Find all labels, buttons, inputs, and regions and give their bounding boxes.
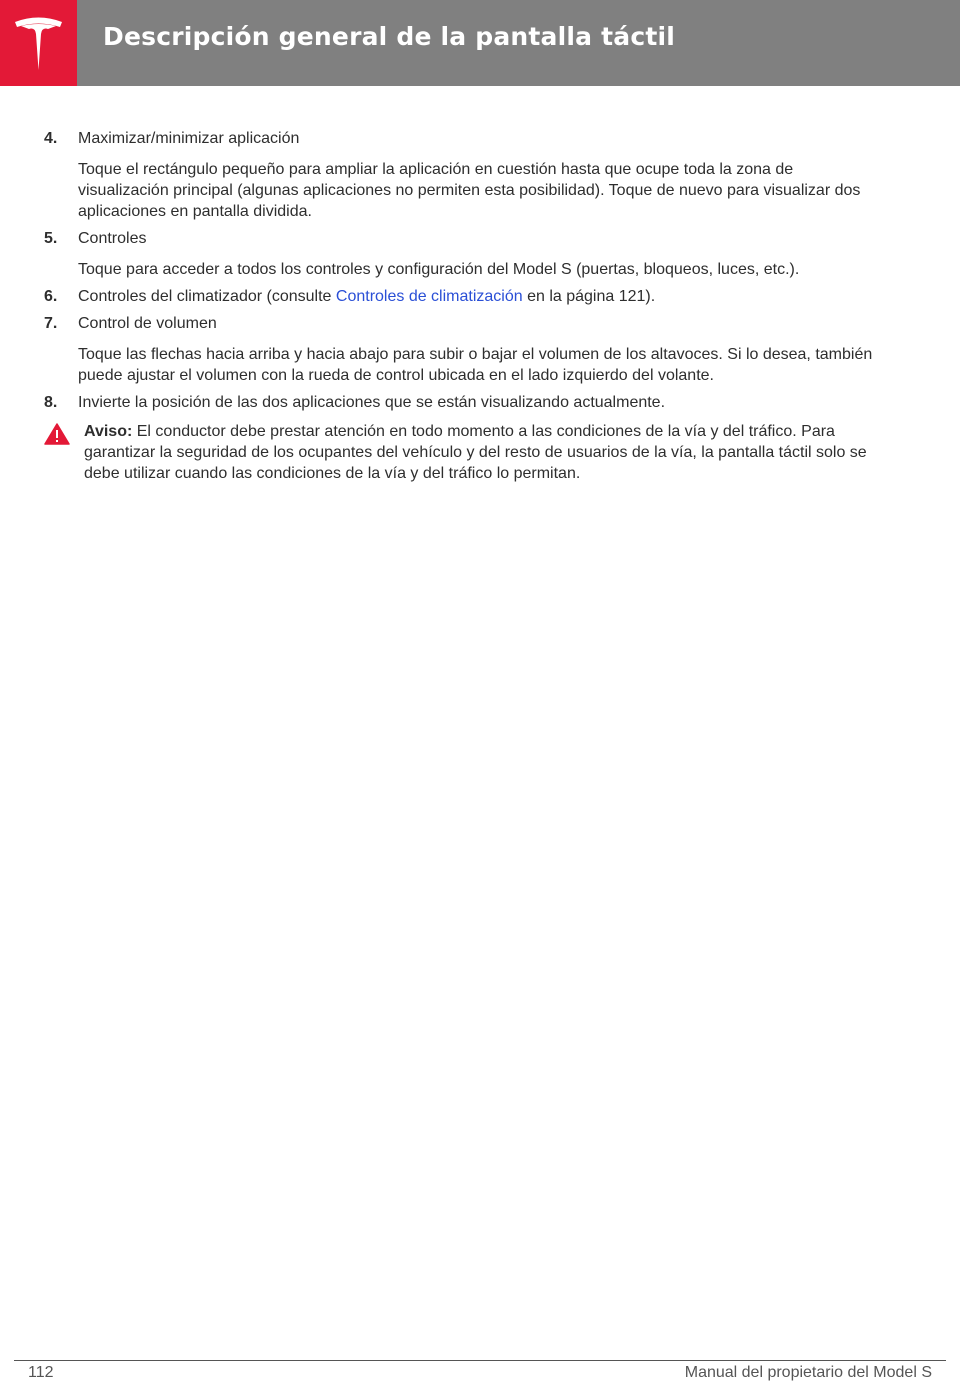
- item-description: Toque el rectángulo pequeño para ampliar la aplicación en cuestión hasta que ocupe toda la zona de visualización principal (algunas aplicaciones no permiten esta posibilidad). Toque de nuevo para visualizar dos aplicaciones en pantalla dividida.: [78, 161, 861, 220]
- item-title-suffix: en la página 121).: [522, 288, 656, 305]
- warning-text: El conductor debe prestar atención en todo momento a las condiciones de la vía y del tráfico. Para garantizar la seguridad de los ocupantes del vehículo y del resto de usuarios de la vía, la pantalla táctil solo se debe utilizar cuando las condiciones de la vía y del tráfico lo permitan.: [84, 423, 867, 482]
- item-title-text: Controles del climatizador (consulte: [78, 288, 336, 305]
- item-description: Toque para acceder a todos los controles y configuración del Model S (puertas, bloqueos, luces, etc.).: [78, 261, 800, 278]
- brand-logo: [0, 0, 77, 86]
- item-number: 8.: [44, 394, 58, 411]
- list-item: [44, 313, 874, 386]
- warning-label: Aviso:: [84, 423, 133, 440]
- list-item: [44, 128, 874, 222]
- warning-note: [44, 421, 874, 484]
- item-description: Toque las flechas hacia arriba y hacia abajo para subir o bajar el volumen de los altavoces. Si lo desea, también puede ajustar el volumen con la rueda de control ubicada en el lado izquierdo del volante.: [78, 346, 873, 384]
- item-title: Controles: [78, 230, 147, 247]
- list-item: [44, 392, 874, 413]
- footer-divider: [14, 1360, 946, 1361]
- item-title: [78, 286, 874, 307]
- item-title: Control de volumen: [78, 315, 217, 332]
- page-header: [0, 0, 960, 86]
- page-number: 112: [28, 1364, 54, 1381]
- item-number: 6.: [44, 288, 58, 305]
- main-content: [44, 128, 874, 484]
- tesla-logo-icon: [13, 14, 64, 72]
- item-title: Maximizar/minimizar aplicación: [78, 130, 300, 147]
- climate-controls-link[interactable]: Controles de climatización: [335, 288, 523, 305]
- list-item: [44, 286, 874, 307]
- page-title: Descripción general de la pantalla táctil: [103, 22, 676, 51]
- item-number: 4.: [44, 130, 58, 147]
- item-title: Invierte la posición de las dos aplicaciones que se están visualizando actualmente.: [78, 394, 666, 411]
- manual-title: Manual del propietario del Model S: [684, 1364, 932, 1381]
- list-item: [44, 228, 874, 280]
- warning-triangle-icon: [44, 423, 70, 445]
- item-number: 7.: [44, 315, 58, 332]
- item-number: 5.: [44, 230, 58, 247]
